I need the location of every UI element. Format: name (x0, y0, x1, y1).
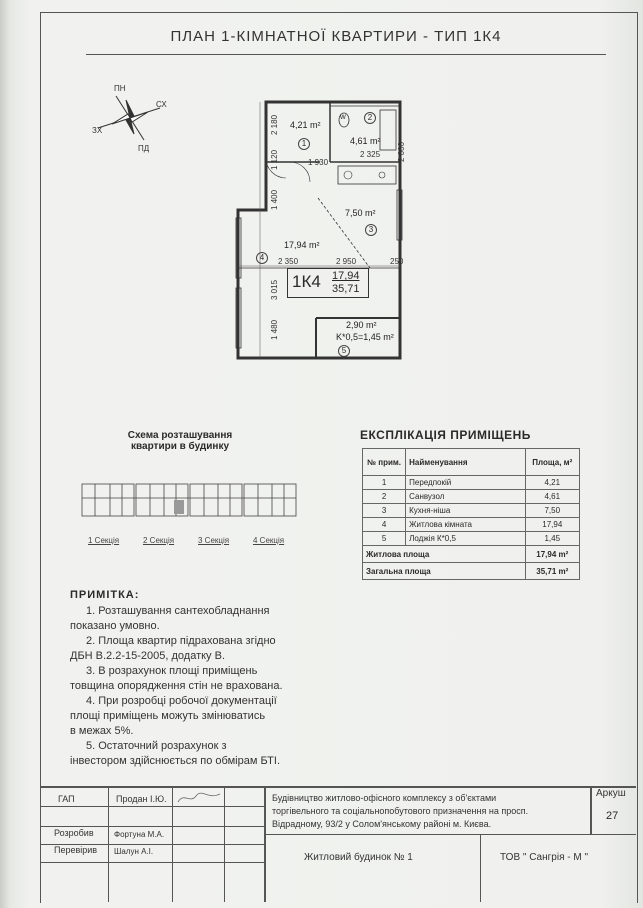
stamp-row4 (40, 862, 264, 863)
row-num: 5 (363, 532, 406, 546)
stamp-vcol2 (172, 786, 173, 902)
stamp-vcol1 (108, 786, 109, 902)
apartment-type: 1К4 (292, 272, 321, 291)
section-2: 2 Секція (143, 536, 175, 545)
row-num: 4 (363, 518, 406, 532)
compass-south-label: ПД (138, 144, 150, 153)
note-line: площі приміщень можуть змінюватись (70, 710, 266, 722)
compass-east-label: СХ (156, 100, 167, 109)
checker-label: Перевірив (54, 845, 98, 855)
gap-name: Продан І.Ю. (116, 794, 167, 804)
apartment-location-marker (174, 500, 184, 514)
developer-label: Розробив (54, 828, 94, 838)
stamp-vline-sheet (590, 786, 592, 834)
living-area-label: Житлова площа (363, 546, 526, 563)
apartment-living: 17,94 (332, 270, 360, 282)
note-line: 2. Площа квартир підрахована згідно (86, 635, 276, 647)
stamp-row1 (40, 806, 264, 807)
note-line: товщина опорядження стін не врахована. (70, 680, 283, 692)
project-line: Будівництво житлово-офісного комплексу з об'єктами (272, 793, 497, 803)
room4-num: 4 (256, 252, 268, 264)
scheme-title (100, 430, 260, 452)
dim-2350: 2 350 (278, 257, 299, 266)
note-line: показано умовно. (70, 620, 160, 632)
building-name: Житловий будинок № 1 (304, 852, 413, 863)
dim-250: 250 (390, 257, 404, 266)
dim-1400: 1 400 (270, 189, 279, 210)
row-name: Санвузол (406, 490, 525, 504)
company-name: ТОВ " Сангрія - М " (500, 852, 589, 863)
explication-table (362, 448, 580, 580)
stamp-mid-line (264, 834, 636, 835)
dim-2325: 2 325 (360, 150, 381, 159)
section-3: 3 Секція (198, 536, 230, 545)
building-scheme (80, 478, 300, 522)
row-area: 17,94 (525, 518, 579, 532)
page-title: ПЛАН 1-КІМНАТНОЇ КВАРТИРИ - ТИП 1К4 (170, 28, 502, 45)
col-area: Площа, м² (525, 449, 579, 476)
dim-1120: 1 120 (270, 149, 279, 170)
total-area-label: Загальна площа (363, 563, 526, 580)
row-area: 4,21 (525, 476, 579, 490)
gap-label: ГАП (58, 794, 75, 804)
col-num: № прим. (363, 449, 406, 476)
row-area: 7,50 (525, 504, 579, 518)
dim-2000: 2 000 (397, 141, 406, 162)
note-line: 4. При розробці робочої документації (86, 695, 277, 707)
sheet-number: 27 (606, 810, 619, 822)
row-area: 1,45 (525, 532, 579, 546)
floor-plan (230, 98, 420, 368)
stamp-vcol3 (224, 786, 225, 902)
project-line: Відрадному, 93/2 у Солом'янському районі м. Києва. (272, 819, 492, 829)
row-name: Передпокій (406, 476, 525, 490)
explication-title: ЕКСПЛІКАЦІЯ ПРИМІЩЕНЬ (360, 428, 531, 442)
explication-header-row (363, 449, 580, 476)
title-underline (86, 54, 606, 55)
total-area-row (363, 563, 580, 580)
living-area-row (363, 546, 580, 563)
developer-name: Фортуна М.А. (114, 830, 165, 839)
room1-area: 4,21 m² (290, 120, 321, 130)
col-name: Найменування (406, 449, 525, 476)
dim-3015: 3 015 (270, 279, 279, 300)
notes-heading: ПРИМІТКА: (70, 589, 140, 601)
note-line: інвестором здійснюється по обмірам БТІ. (70, 755, 280, 767)
row-num: 3 (363, 504, 406, 518)
section-1: 1 Секція (88, 536, 120, 545)
room4-area: 17,94 m² (284, 240, 320, 250)
room5-area: 2,90 m² (346, 320, 377, 330)
room2-area: 4,61 m² (350, 136, 381, 146)
stamp-top-line (40, 786, 636, 788)
stamp-vline-company (480, 834, 481, 902)
scheme-title-line2: квартири в будинку (130, 441, 230, 452)
row-num: 1 (363, 476, 406, 490)
note-line: в межах 5%. (70, 725, 134, 737)
room3-num: 3 (365, 224, 377, 236)
scheme-title-line1: Схема розташування (127, 430, 233, 441)
sheet-label: Аркуш (596, 788, 626, 799)
signature-icon (176, 790, 222, 806)
dim-1480: 1 480 (270, 319, 279, 340)
project-description (272, 792, 586, 831)
table-row (363, 518, 580, 532)
compass-rose-icon (86, 82, 176, 152)
compass-north-label: ПН (114, 84, 126, 93)
row-num: 2 (363, 490, 406, 504)
total-area-value: 35,71 m² (525, 563, 579, 580)
dim-2950: 2 950 (336, 257, 357, 266)
dim-2180: 2 180 (270, 114, 279, 135)
row-area: 4,61 (525, 490, 579, 504)
table-row (363, 504, 580, 518)
notes-body (70, 604, 360, 769)
section-4: 4 Секція (253, 536, 285, 545)
note-line: 1. Розташування сантехобладнання (86, 605, 270, 617)
room1-num: 1 (298, 138, 310, 150)
room3-area: 7,50 m² (345, 208, 376, 218)
dim-1930: 1 930 (308, 158, 329, 167)
room5-num: 5 (338, 345, 350, 357)
living-area-value: 17,94 m² (525, 546, 579, 563)
note-line: 5. Остаточний розрахунок з (86, 740, 227, 752)
note-line: 3. В розрахунок площі приміщень (86, 665, 258, 677)
checker-name: Шалун А.І. (114, 847, 154, 856)
project-line: торгівельного та соціальнопобутового призначення на просп. (272, 806, 529, 816)
table-row (363, 490, 580, 504)
stamp-vline-main (264, 786, 266, 902)
stamp-row2 (40, 826, 264, 827)
apartment-total: 35,71 (332, 283, 360, 295)
compass-west-label: ЗХ (92, 126, 103, 135)
row-name: Житлова кімната (406, 518, 525, 532)
note-line: ДБН В.2.2-15-2005, додатку В. (70, 650, 226, 662)
table-row (363, 476, 580, 490)
apartment-type-box (287, 268, 369, 298)
row-name: Кухня-ніша (406, 504, 525, 518)
room2-num: 2 (364, 112, 376, 124)
table-row (363, 532, 580, 546)
room5-extra: K*0,5=1,45 m² (336, 332, 394, 342)
row-name: Лоджія К*0,5 (406, 532, 525, 546)
wc-label: w (340, 112, 346, 121)
